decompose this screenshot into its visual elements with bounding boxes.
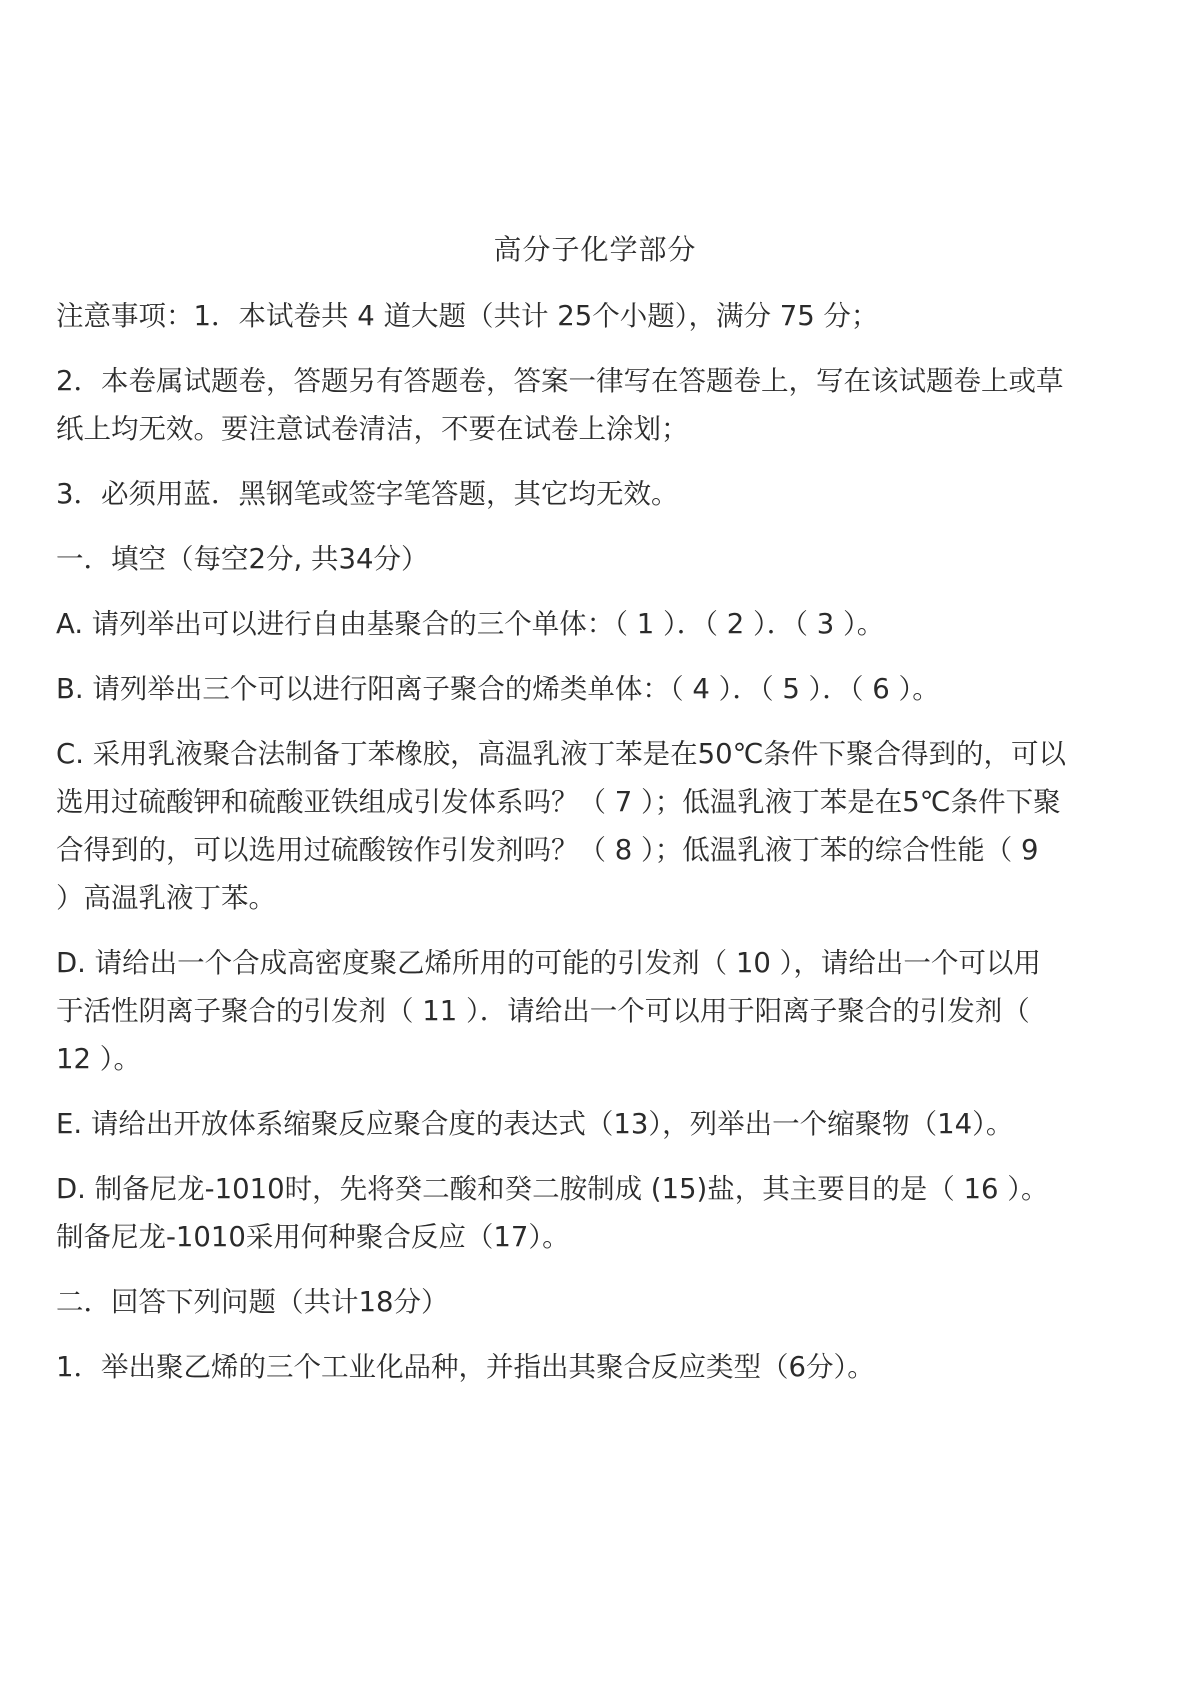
question-item (56, 939, 1146, 1083)
text-line: 二．回答下列问题（共计18分） (56, 1286, 449, 1318)
text-line: 3．必须用蓝．黑钢笔或签字笔答题，其它均无效。 (56, 478, 679, 510)
text-line: A. 请列举出可以进行自由基聚合的三个单体：（ 1 ）．（ 2 ）．（ 3 ）。 (56, 608, 885, 640)
text-line: 选用过硫酸钾和硫酸亚铁组成引发体系吗？（ 7 ）；低温乳液丁苯是在5℃条件下聚 (56, 786, 1061, 818)
notice-paragraph (56, 292, 1146, 340)
text-line: 制备尼龙-1010采用何种聚合反应（17）。 (56, 1221, 570, 1253)
question-item (56, 665, 1146, 713)
text-line: 1．举出聚乙烯的三个工业化品种，并指出其聚合反应类型（6分）。 (56, 1351, 875, 1383)
text-line: 注意事项：1．本试卷共 4 道大题（共计 25个小题），满分 75 分； (56, 300, 879, 332)
question-item (56, 600, 1146, 648)
notice-paragraph (56, 470, 1146, 518)
text-line: 2．本卷属试题卷，答题另有答题卷，答案一律写在答题卷上，写在该试题卷上或草 (56, 365, 1064, 397)
question-item (56, 730, 1146, 922)
text-line: ）高温乳液丁苯。 (56, 882, 276, 914)
text-line: C. 采用乳液聚合法制备丁苯橡胶，高温乳液丁苯是在50℃条件下聚合得到的，可以 (56, 738, 1067, 770)
text-line: 纸上均无效。要注意试卷清洁，不要在试卷上涂划； (56, 413, 689, 445)
text-line: D. 制备尼龙-1010时，先将癸二酸和癸二胺制成 (15)盐，其主要目的是（ 16 ）。 (56, 1173, 1049, 1205)
text-line: 于活性阴离子聚合的引发剂（ 11 ）．请给出一个可以用于阳离子聚合的引发剂（ (56, 995, 1030, 1027)
text-line: 合得到的，可以选用过硫酸铵作引发剂吗？（ 8 ）；低温乳液丁苯的综合性能（ 9 (56, 834, 1039, 866)
section-heading (56, 535, 1146, 583)
question-item (56, 1343, 1146, 1391)
exam-body (56, 292, 1146, 1408)
text-line: 一．填空（每空2分, 共34分） (56, 543, 429, 575)
question-item (56, 1165, 1146, 1261)
notice-paragraph (56, 357, 1146, 453)
text-line: 12 ）。 (56, 1043, 141, 1075)
text-line: B. 请列举出三个可以进行阳离子聚合的烯类单体：（ 4 ）．（ 5 ）．（ 6 ）。 (56, 673, 940, 705)
page-title: 高分子化学部分 (493, 233, 697, 266)
text-line: D. 请给出一个合成高密度聚乙烯所用的可能的引发剂（ 10 ），请给出一个可以用 (56, 947, 1041, 979)
text-line: E. 请给出开放体系缩聚反应聚合度的表达式（13），列举出一个缩聚物（14）。 (56, 1108, 1014, 1140)
question-item (56, 1100, 1146, 1148)
section-heading (56, 1278, 1146, 1326)
